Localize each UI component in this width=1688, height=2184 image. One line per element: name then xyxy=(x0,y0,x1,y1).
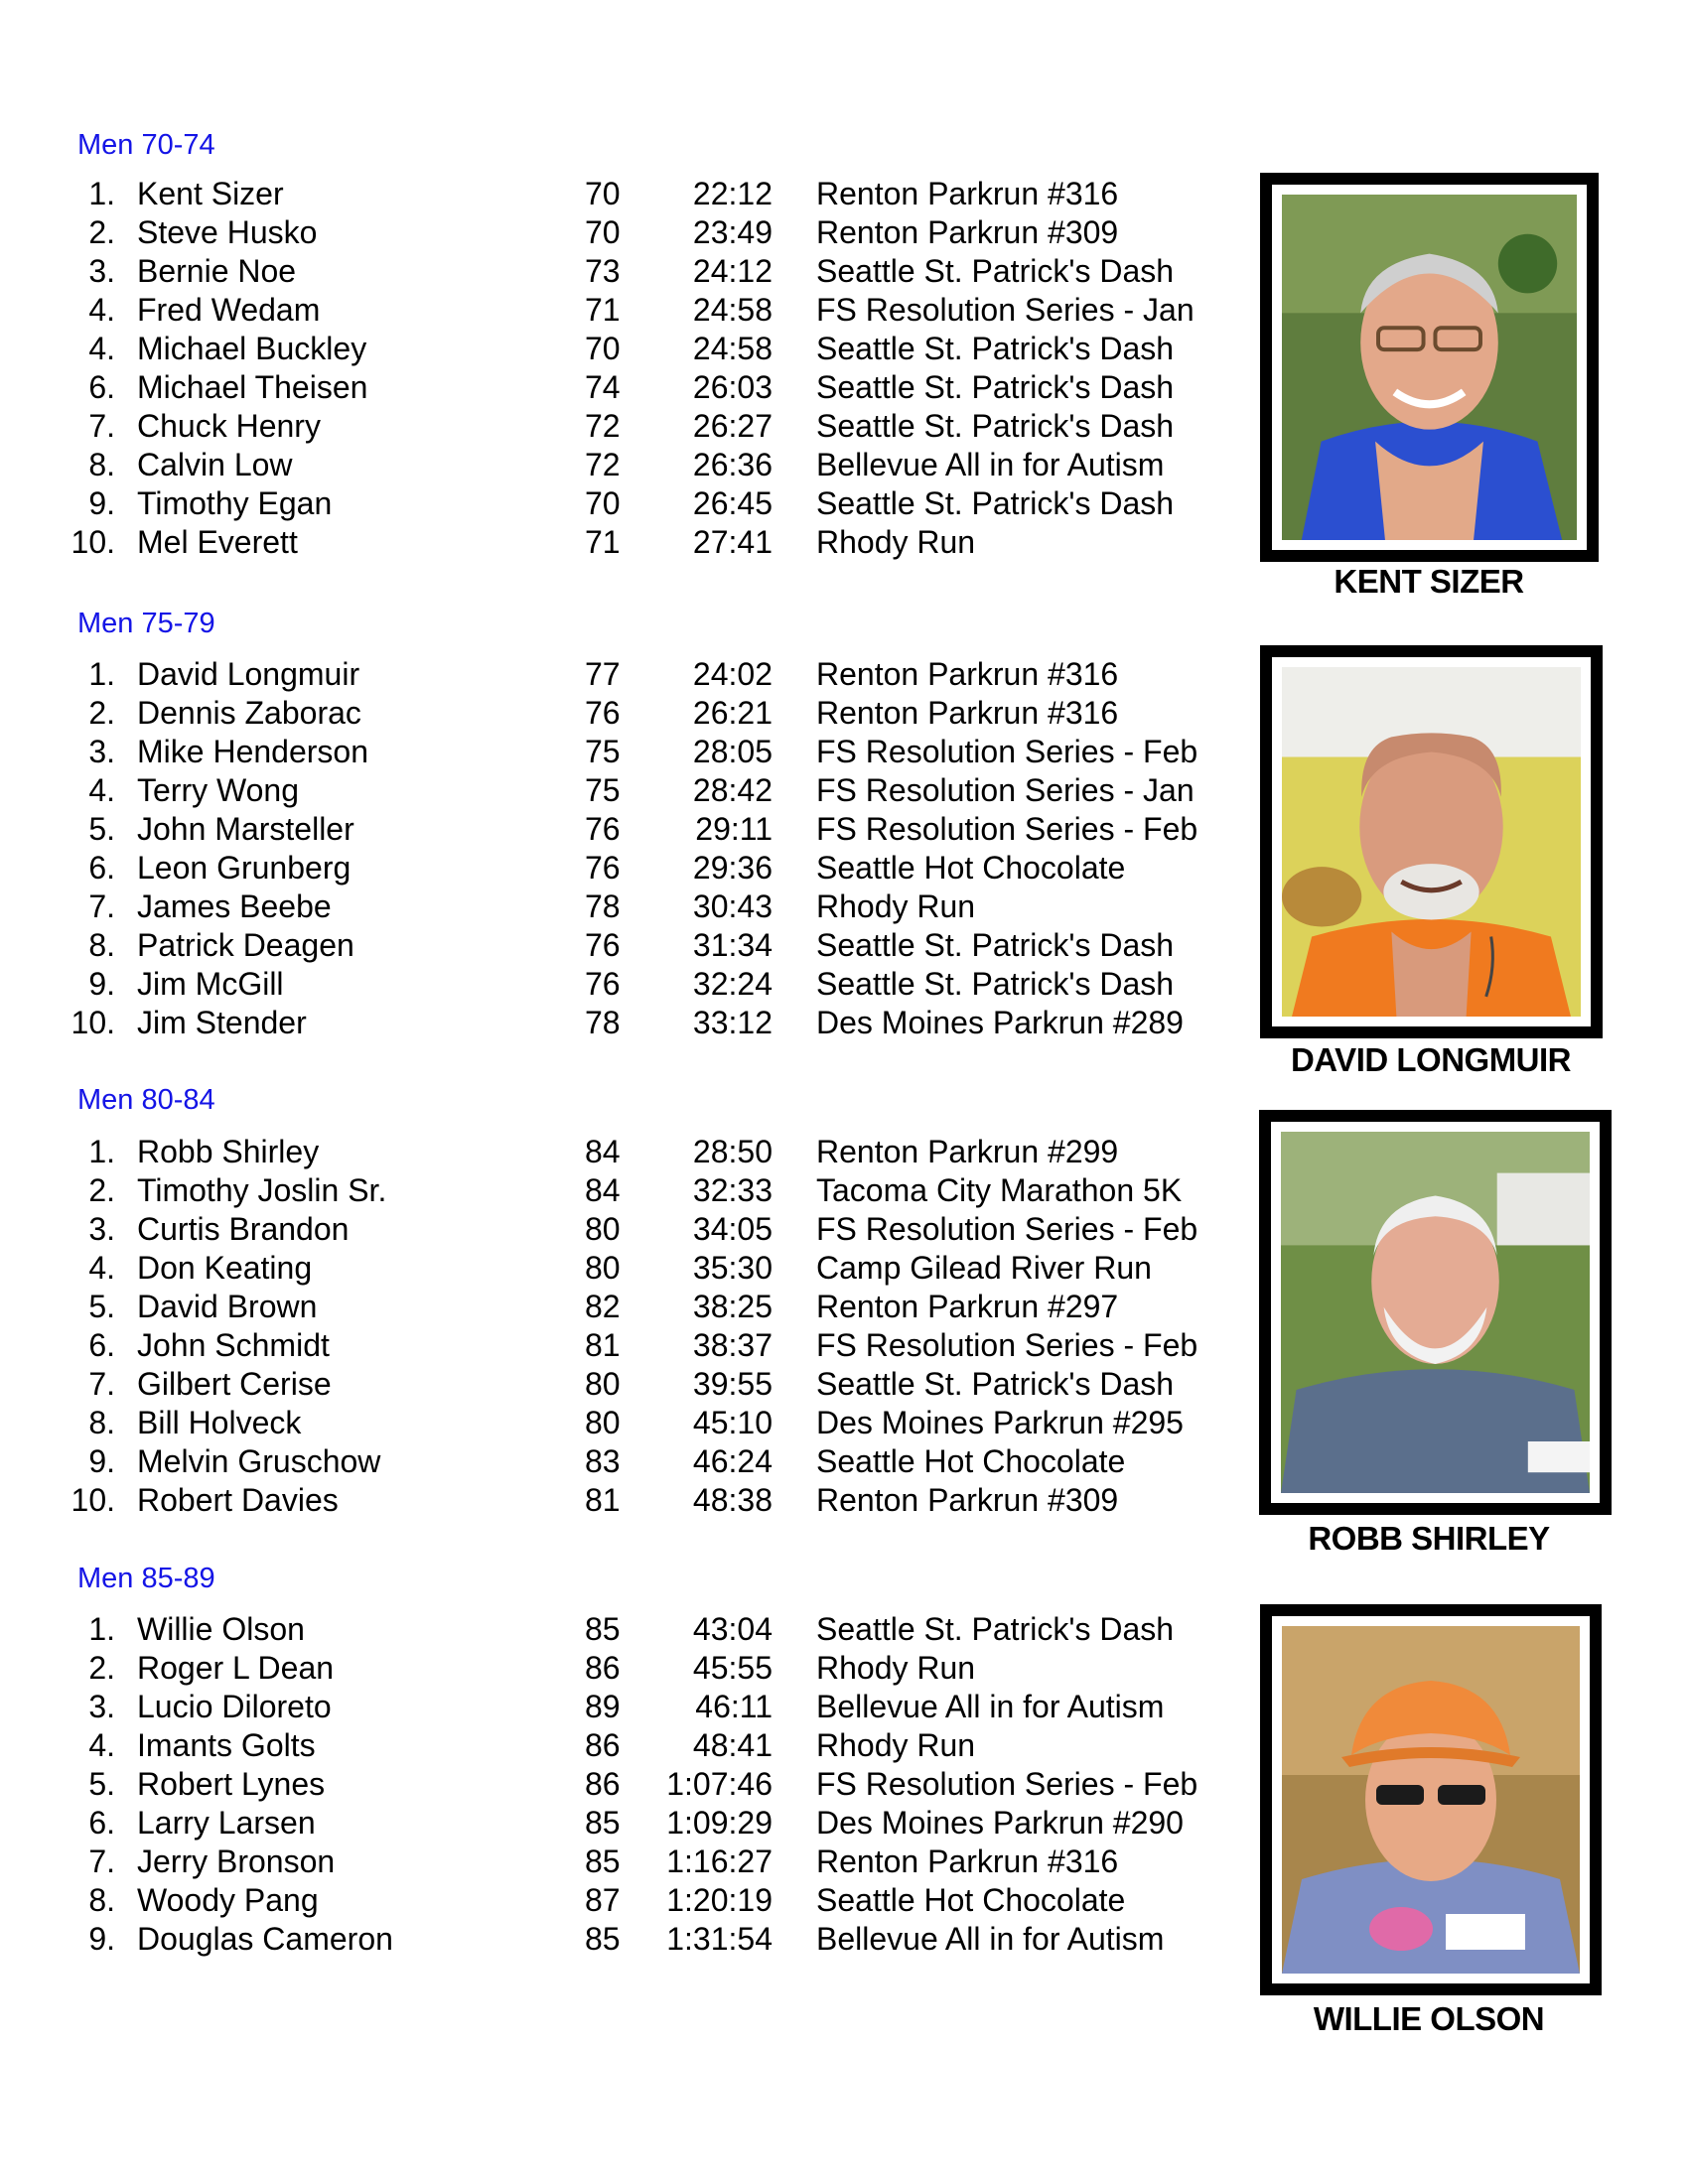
race-name: Rhody Run xyxy=(816,524,976,560)
runner-name: Patrick Deagen xyxy=(137,927,354,963)
finish-time: 24:12 xyxy=(692,253,773,289)
runner-name: Bill Holveck xyxy=(137,1405,302,1440)
section-title: Men 70-74 xyxy=(77,129,215,161)
finish-time: 32:33 xyxy=(692,1172,773,1208)
finish-time: 32:24 xyxy=(692,966,773,1002)
race-name: Seattle St. Patrick's Dash xyxy=(816,253,1175,289)
race-name: FS Resolution Series - Jan xyxy=(816,772,1195,808)
result-row xyxy=(0,291,1231,330)
result-row xyxy=(0,1688,1231,1726)
rank: 2. xyxy=(88,214,115,250)
rank: 4. xyxy=(88,1727,115,1763)
rank: 9. xyxy=(88,1443,115,1479)
finish-time: 28:50 xyxy=(692,1134,773,1169)
race-name: Seattle St. Patrick's Dash xyxy=(816,331,1175,366)
race-name: FS Resolution Series - Feb xyxy=(816,811,1198,847)
age: 78 xyxy=(585,1005,621,1040)
finish-time: 33:12 xyxy=(692,1005,773,1040)
result-row xyxy=(0,1249,1231,1288)
race-name: FS Resolution Series - Feb xyxy=(816,1766,1198,1802)
photo-caption: WILLIE OLSON xyxy=(1313,2000,1545,2037)
race-name: FS Resolution Series - Feb xyxy=(816,734,1198,769)
rank: 3. xyxy=(88,734,115,769)
runner-name: Don Keating xyxy=(137,1250,313,1286)
finish-time: 35:30 xyxy=(692,1250,773,1286)
result-row xyxy=(0,175,1231,213)
rank: 8. xyxy=(88,1405,115,1440)
age: 76 xyxy=(585,695,621,731)
rank: 6. xyxy=(88,850,115,886)
race-name: Seattle St. Patrick's Dash xyxy=(816,927,1175,963)
runner-portrait-image xyxy=(1282,1626,1580,1974)
age: 84 xyxy=(585,1172,621,1208)
runner-name: Robert Davies xyxy=(137,1482,339,1518)
runner-photo xyxy=(1282,667,1581,1017)
runner-name: Curtis Brandon xyxy=(137,1211,350,1247)
runner-name: John Marsteller xyxy=(137,811,354,847)
finish-time: 23:49 xyxy=(692,214,773,250)
runner-name: Calvin Low xyxy=(137,447,293,482)
rank: 5. xyxy=(88,811,115,847)
race-name: Des Moines Parkrun #290 xyxy=(816,1805,1184,1841)
rank: 6. xyxy=(88,1805,115,1841)
runner-name: Melvin Gruschow xyxy=(137,1443,381,1479)
runner-name: Bernie Noe xyxy=(137,253,297,289)
runner-photo xyxy=(1281,1132,1590,1493)
runner-name: David Brown xyxy=(137,1289,318,1324)
race-name: Renton Parkrun #309 xyxy=(816,1482,1119,1518)
finish-time: 26:45 xyxy=(692,485,773,521)
race-name: Seattle St. Patrick's Dash xyxy=(816,369,1175,405)
finish-time: 1:16:27 xyxy=(666,1843,773,1879)
runner-photo-frame xyxy=(1259,1110,1612,1515)
age: 70 xyxy=(585,214,621,250)
result-row xyxy=(0,849,1231,887)
rank: 8. xyxy=(88,447,115,482)
rank: 7. xyxy=(88,888,115,924)
rank: 7. xyxy=(88,408,115,444)
runner-name: Douglas Cameron xyxy=(137,1921,393,1957)
race-name: Bellevue All in for Autism xyxy=(816,1689,1165,1724)
runner-portrait-image xyxy=(1282,667,1581,1017)
result-row xyxy=(0,771,1231,810)
runner-photo-frame xyxy=(1260,645,1603,1038)
race-name: Seattle St. Patrick's Dash xyxy=(816,1366,1175,1402)
result-row xyxy=(0,1881,1231,1920)
race-name: Renton Parkrun #309 xyxy=(816,214,1119,250)
result-row xyxy=(0,887,1231,926)
rank: 2. xyxy=(88,1172,115,1208)
rank: 5. xyxy=(88,1289,115,1324)
rank: 2. xyxy=(88,695,115,731)
finish-time: 1:09:29 xyxy=(666,1805,773,1841)
finish-time: 26:03 xyxy=(692,369,773,405)
rank: 9. xyxy=(88,485,115,521)
runner-name: Gilbert Cerise xyxy=(137,1366,332,1402)
result-row xyxy=(0,1481,1231,1520)
rank: 5. xyxy=(88,1766,115,1802)
runner-photo xyxy=(1282,1626,1580,1974)
rank: 1. xyxy=(88,656,115,692)
runner-name: Michael Theisen xyxy=(137,369,368,405)
age: 80 xyxy=(585,1405,621,1440)
finish-time: 48:38 xyxy=(692,1482,773,1518)
result-row xyxy=(0,1365,1231,1404)
race-name: Renton Parkrun #316 xyxy=(816,176,1119,211)
result-row xyxy=(0,810,1231,849)
finish-time: 28:42 xyxy=(692,772,773,808)
age: 76 xyxy=(585,811,621,847)
finish-time: 39:55 xyxy=(692,1366,773,1402)
rank: 6. xyxy=(88,369,115,405)
runner-name: Imants Golts xyxy=(137,1727,316,1763)
result-row xyxy=(0,213,1231,252)
age: 83 xyxy=(585,1443,621,1479)
runner-name: Jim Stender xyxy=(137,1005,307,1040)
rank: 4. xyxy=(88,772,115,808)
race-name: Bellevue All in for Autism xyxy=(816,447,1165,482)
finish-time: 28:05 xyxy=(692,734,773,769)
race-name: Rhody Run xyxy=(816,1650,976,1686)
race-name: Rhody Run xyxy=(816,888,976,924)
age: 85 xyxy=(585,1611,621,1647)
runner-name: Willie Olson xyxy=(137,1611,305,1647)
runner-name: Chuck Henry xyxy=(137,408,321,444)
race-name: Seattle St. Patrick's Dash xyxy=(816,408,1175,444)
runner-name: Terry Wong xyxy=(137,772,300,808)
race-name: Seattle St. Patrick's Dash xyxy=(816,1611,1175,1647)
runner-photo xyxy=(1282,195,1577,540)
age: 76 xyxy=(585,927,621,963)
result-row xyxy=(0,1442,1231,1481)
runner-name: Kent Sizer xyxy=(137,176,284,211)
finish-time: 24:58 xyxy=(692,331,773,366)
result-row xyxy=(0,926,1231,965)
result-row xyxy=(0,523,1231,562)
rank: 10. xyxy=(70,1005,115,1040)
section-title: Men 75-79 xyxy=(77,608,215,639)
age: 84 xyxy=(585,1134,621,1169)
rank: 1. xyxy=(88,176,115,211)
age: 72 xyxy=(585,447,621,482)
finish-time: 45:10 xyxy=(692,1405,773,1440)
age: 75 xyxy=(585,772,621,808)
age: 85 xyxy=(585,1921,621,1957)
photo-caption: KENT SIZER xyxy=(1334,563,1524,600)
rank: 10. xyxy=(70,1482,115,1518)
rank: 7. xyxy=(88,1366,115,1402)
race-name: FS Resolution Series - Feb xyxy=(816,1211,1198,1247)
finish-time: 29:11 xyxy=(695,811,773,847)
race-name: Renton Parkrun #316 xyxy=(816,695,1119,731)
runner-name: David Longmuir xyxy=(137,656,360,692)
age: 78 xyxy=(585,888,621,924)
race-name: Bellevue All in for Autism xyxy=(816,1921,1165,1957)
result-row xyxy=(0,484,1231,523)
rank: 9. xyxy=(88,1921,115,1957)
finish-time: 26:36 xyxy=(692,447,773,482)
age: 70 xyxy=(585,176,621,211)
finish-time: 46:11 xyxy=(695,1689,773,1724)
finish-time: 30:43 xyxy=(692,888,773,924)
race-name: Des Moines Parkrun #289 xyxy=(816,1005,1184,1040)
result-row xyxy=(0,655,1231,694)
age: 80 xyxy=(585,1211,621,1247)
race-name: FS Resolution Series - Jan xyxy=(816,292,1195,328)
race-name: Renton Parkrun #316 xyxy=(816,656,1119,692)
race-name: Des Moines Parkrun #295 xyxy=(816,1405,1184,1440)
race-name: Renton Parkrun #297 xyxy=(816,1289,1119,1324)
rank: 8. xyxy=(88,927,115,963)
finish-time: 24:58 xyxy=(692,292,773,328)
runner-name: Leon Grunberg xyxy=(137,850,352,886)
result-row xyxy=(0,1004,1231,1042)
runner-name: Jim McGill xyxy=(137,966,284,1002)
rank: 9. xyxy=(88,966,115,1002)
result-row xyxy=(0,1404,1231,1442)
rank: 4. xyxy=(88,331,115,366)
runner-name: Mike Henderson xyxy=(137,734,368,769)
rank: 4. xyxy=(88,1250,115,1286)
race-name: FS Resolution Series - Feb xyxy=(816,1327,1198,1363)
result-row xyxy=(0,1133,1231,1171)
runner-name: James Beebe xyxy=(137,888,332,924)
result-row xyxy=(0,1610,1231,1649)
race-name: Seattle Hot Chocolate xyxy=(816,1882,1126,1918)
runner-name: John Schmidt xyxy=(137,1327,330,1363)
result-row xyxy=(0,407,1231,446)
finish-time: 1:31:54 xyxy=(666,1921,773,1957)
rank: 3. xyxy=(88,253,115,289)
result-row xyxy=(0,1920,1231,1959)
race-name: Renton Parkrun #316 xyxy=(816,1843,1119,1879)
rank: 6. xyxy=(88,1327,115,1363)
runner-name: Dennis Zaborac xyxy=(137,695,361,731)
runner-name: Steve Husko xyxy=(137,214,318,250)
age: 71 xyxy=(585,524,621,560)
finish-time: 22:12 xyxy=(692,176,773,211)
result-row xyxy=(0,733,1231,771)
age: 82 xyxy=(585,1289,621,1324)
photo-caption: ROBB SHIRLEY xyxy=(1308,1520,1550,1557)
runner-name: Fred Wedam xyxy=(137,292,321,328)
race-name: Rhody Run xyxy=(816,1727,976,1763)
age: 85 xyxy=(585,1805,621,1841)
race-name: Camp Gilead River Run xyxy=(816,1250,1152,1286)
runner-name: Robert Lynes xyxy=(137,1766,326,1802)
runner-name: Robb Shirley xyxy=(137,1134,320,1169)
age: 76 xyxy=(585,966,621,1002)
race-name: Seattle St. Patrick's Dash xyxy=(816,485,1175,521)
finish-time: 45:55 xyxy=(692,1650,773,1686)
runner-portrait-image xyxy=(1282,195,1577,540)
age: 85 xyxy=(585,1843,621,1879)
age: 76 xyxy=(585,850,621,886)
age: 73 xyxy=(585,253,621,289)
finish-time: 24:02 xyxy=(692,656,773,692)
rank: 8. xyxy=(88,1882,115,1918)
section-title: Men 85-89 xyxy=(77,1563,215,1594)
runner-portrait-image xyxy=(1281,1132,1590,1493)
result-row xyxy=(0,1288,1231,1326)
age: 89 xyxy=(585,1689,621,1724)
age: 81 xyxy=(585,1482,621,1518)
race-name: Tacoma City Marathon 5K xyxy=(816,1172,1183,1208)
age: 74 xyxy=(585,369,621,405)
age: 86 xyxy=(585,1650,621,1686)
runner-name: Woody Pang xyxy=(137,1882,319,1918)
finish-time: 27:41 xyxy=(692,524,773,560)
age: 75 xyxy=(585,734,621,769)
runner-name: Jerry Bronson xyxy=(137,1843,336,1879)
race-name: Seattle St. Patrick's Dash xyxy=(816,966,1175,1002)
rank: 1. xyxy=(88,1611,115,1647)
finish-time: 46:24 xyxy=(692,1443,773,1479)
result-row xyxy=(0,694,1231,733)
rank: 4. xyxy=(88,292,115,328)
finish-time: 26:27 xyxy=(692,408,773,444)
result-row xyxy=(0,1171,1231,1210)
age: 70 xyxy=(585,331,621,366)
finish-time: 1:07:46 xyxy=(666,1766,773,1802)
runner-name: Larry Larsen xyxy=(137,1805,316,1841)
runner-photo-frame xyxy=(1260,1604,1602,1995)
age: 72 xyxy=(585,408,621,444)
rank: 1. xyxy=(88,1134,115,1169)
runner-name: Roger L Dean xyxy=(137,1650,335,1686)
result-row xyxy=(0,1649,1231,1688)
result-row xyxy=(0,965,1231,1004)
photo-caption: DAVID LONGMUIR xyxy=(1290,1041,1572,1078)
age: 77 xyxy=(585,656,621,692)
result-row xyxy=(0,446,1231,484)
finish-time: 43:04 xyxy=(692,1611,773,1647)
result-row xyxy=(0,1726,1231,1765)
result-row xyxy=(0,1843,1231,1881)
runner-name: Timothy Joslin Sr. xyxy=(137,1172,387,1208)
age: 70 xyxy=(585,485,621,521)
rank: 2. xyxy=(88,1650,115,1686)
age: 86 xyxy=(585,1766,621,1802)
finish-time: 48:41 xyxy=(692,1727,773,1763)
runner-name: Mel Everett xyxy=(137,524,298,560)
finish-time: 34:05 xyxy=(692,1211,773,1247)
finish-time: 1:20:19 xyxy=(666,1882,773,1918)
age: 81 xyxy=(585,1327,621,1363)
rank: 3. xyxy=(88,1689,115,1724)
age: 80 xyxy=(585,1250,621,1286)
age: 71 xyxy=(585,292,621,328)
result-row xyxy=(0,1765,1231,1804)
finish-time: 29:36 xyxy=(692,850,773,886)
finish-time: 31:34 xyxy=(692,927,773,963)
finish-time: 38:25 xyxy=(692,1289,773,1324)
race-name: Seattle Hot Chocolate xyxy=(816,850,1126,886)
runner-name: Timothy Egan xyxy=(137,485,333,521)
race-name: Renton Parkrun #299 xyxy=(816,1134,1119,1169)
result-row xyxy=(0,330,1231,368)
rank: 7. xyxy=(88,1843,115,1879)
age: 87 xyxy=(585,1882,621,1918)
result-row xyxy=(0,252,1231,291)
age: 86 xyxy=(585,1727,621,1763)
section-title: Men 80-84 xyxy=(77,1084,215,1116)
rank: 3. xyxy=(88,1211,115,1247)
rank: 10. xyxy=(70,524,115,560)
result-row xyxy=(0,1804,1231,1843)
runner-name: Lucio Diloreto xyxy=(137,1689,332,1724)
result-row xyxy=(0,1210,1231,1249)
runner-name: Michael Buckley xyxy=(137,331,367,366)
age: 80 xyxy=(585,1366,621,1402)
finish-time: 38:37 xyxy=(692,1327,773,1363)
finish-time: 26:21 xyxy=(692,695,773,731)
race-name: Seattle Hot Chocolate xyxy=(816,1443,1126,1479)
result-row xyxy=(0,368,1231,407)
runner-photo-frame xyxy=(1260,173,1599,562)
result-row xyxy=(0,1326,1231,1365)
